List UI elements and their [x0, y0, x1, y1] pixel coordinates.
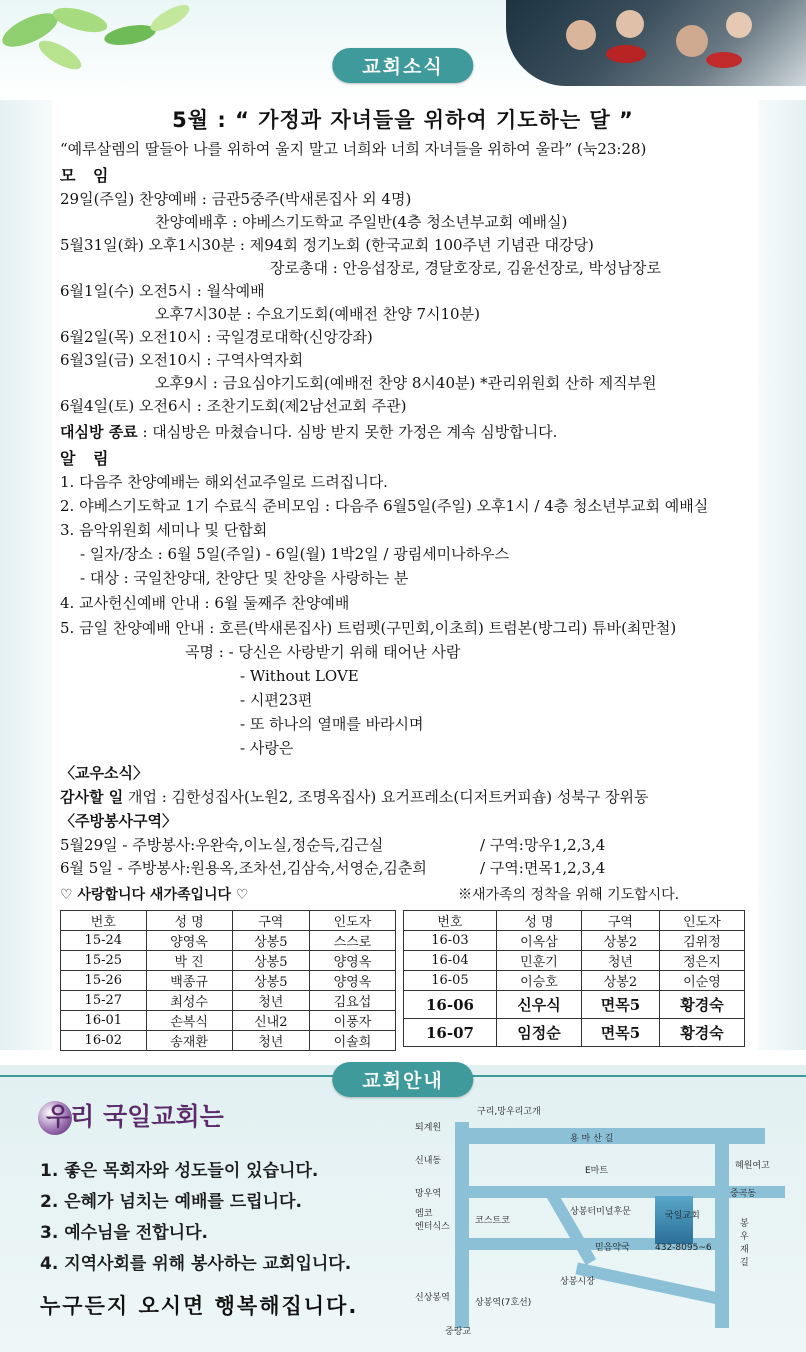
table-row [61, 951, 396, 971]
meeting-line: 6월4일(토) 오전6시 : 조찬기도회(제2남선교회 주관) [60, 397, 407, 415]
notice-line: 2. 야베스기도학교 1기 수료식 준비모임 : 다음주 6월5일(주일) 오후1시 / 4층 청소년부교회 예배실 [60, 497, 709, 515]
cell: 신내2 [232, 1011, 309, 1031]
map-road [546, 1190, 596, 1265]
kitchen-heading: 〈주방봉사구역〉 [60, 812, 177, 830]
cell: 청년 [232, 1031, 309, 1051]
cell: 스스로 [309, 931, 395, 951]
table-row [404, 991, 745, 1019]
song-line: - 사랑은 [240, 739, 294, 757]
thanks-text: 개업 : 김한성집사(노원2, 조명옥집사) 요거프레소(디저트커피숍) 성북구 장위동 [123, 788, 649, 806]
cell: 양영옥 [146, 931, 232, 951]
choir-photo [506, 0, 806, 86]
meeting-line: 6월1일(수) 오전5시 : 월삭예배 [60, 282, 265, 300]
welcome-message: 누구든지 오시면 행복해집니다. [40, 1294, 359, 1318]
footer-title: 교회안내 [332, 1062, 473, 1097]
newcomers-table-left [60, 910, 396, 1051]
col-header: 인도자 [309, 911, 395, 931]
notice-line: 5. 금일 찬양예배 안내 : 호른(박새론집사) 트럼펫(구민회,이초희) 트럼본(방그리) 튜바(최만철) [60, 619, 677, 637]
cell: 16-07 [404, 1019, 497, 1047]
visit-notice [60, 421, 557, 443]
table-row [61, 931, 396, 951]
map-label: 엠코 엔터식스 [415, 1209, 450, 1232]
col-header: 구역 [232, 911, 309, 931]
table-row [404, 951, 745, 971]
col-header: 성 명 [496, 911, 581, 931]
col-header: 번호 [404, 911, 497, 931]
cell: 백종규 [146, 971, 232, 991]
cell: 상봉2 [581, 971, 659, 991]
newcomers-heading: ♡ 사랑합니다 새가족입니다 ♡ [60, 887, 249, 903]
cell: 황경숙 [659, 991, 744, 1019]
cell: 황경숙 [659, 1019, 744, 1047]
meeting-line: 장로총대 : 안응섭장로, 경달호장로, 김윤선장로, 박성남장로 [270, 259, 661, 277]
col-header: 성 명 [146, 911, 232, 931]
kitchen-line: 6월 5일 - 주방봉사:원용옥,조차선,김삼숙,서영순,김춘희 [60, 859, 427, 877]
table-row [61, 1031, 396, 1051]
song-line: - 시편23편 [240, 691, 313, 709]
cell: 16-03 [404, 931, 497, 951]
meeting-line: 29일(주일) 찬양예배 : 금관5중주(박새론집사 외 4명) [60, 190, 412, 208]
page-title: 교회소식 [332, 48, 473, 83]
newcomers-table-right [403, 910, 745, 1047]
cell: 상봉5 [232, 951, 309, 971]
map-label: 상봉시장 [560, 1277, 595, 1287]
meetings-heading: 모 임 [60, 166, 115, 185]
cell: 16-06 [404, 991, 497, 1019]
visit-label: 대심방 종료 [60, 423, 138, 441]
cell: 상봉2 [581, 931, 659, 951]
cell: 신우식 [496, 991, 581, 1019]
cell: 이풍자 [309, 1011, 395, 1031]
map-label: 퇴계원 [415, 1123, 442, 1133]
cell: 송재환 [146, 1031, 232, 1051]
table-row [404, 971, 745, 991]
map-label: 혜원여고 [735, 1161, 770, 1171]
map-road [455, 1122, 469, 1328]
col-header: 번호 [61, 911, 147, 931]
map-label: 망우역 [415, 1189, 442, 1199]
map-label: 432-8095~6 [655, 1243, 712, 1253]
cell: 상봉5 [232, 971, 309, 991]
cell: 청년 [232, 991, 309, 1011]
map-label: 국일교회 [665, 1211, 700, 1221]
song-line: - Without LOVE [240, 667, 359, 685]
cell: 김위정 [659, 931, 744, 951]
cell: 16-01 [61, 1011, 147, 1031]
left-border [0, 100, 52, 1050]
map-label: 구리,망우리고개 [477, 1107, 541, 1117]
map-label: 상봉터미널후문 [570, 1207, 631, 1217]
cell: 15-26 [61, 971, 147, 991]
members-news-line [60, 786, 649, 808]
location-map [405, 1098, 785, 1338]
table-row [61, 1011, 396, 1031]
cell: 15-25 [61, 951, 147, 971]
intro-line: 2. 은혜가 넘치는 예배를 드립니다. [40, 1192, 302, 1212]
meeting-line: 5월31일(화) 오후1시30분 : 제94회 정기노회 (한국교회 100주년 기념관 대강당) [60, 236, 594, 254]
thanks-label: 감사할 일 [60, 788, 124, 806]
cell: 민훈기 [496, 951, 581, 971]
visit-text: : 대심방은 마쳤습니다. 심방 받지 못한 가정은 계속 심방합니다. [137, 423, 558, 441]
cell: 임정순 [496, 1019, 581, 1047]
meeting-line: 6월2일(목) 오전10시 : 국일경로대학(신앙강좌) [60, 328, 373, 346]
cell: 최성수 [146, 991, 232, 1011]
map-label: 믿음약국 [595, 1243, 630, 1253]
cell: 15-24 [61, 931, 147, 951]
notices-heading: 알 림 [60, 449, 115, 468]
table-row [61, 971, 396, 991]
cell: 양영옥 [309, 951, 395, 971]
map-label: 신상봉역 [415, 1293, 450, 1303]
intro-line: 1. 좋은 목회자와 성도들이 있습니다. [40, 1161, 319, 1181]
map-road [575, 1263, 724, 1306]
map-label: 중랑교 [445, 1327, 472, 1337]
col-header: 인도자 [659, 911, 744, 931]
cell: 면목5 [581, 1019, 659, 1047]
cell: 청년 [581, 951, 659, 971]
cell: 이승호 [496, 971, 581, 991]
cell: 양영옥 [309, 971, 395, 991]
cell: 상봉5 [232, 931, 309, 951]
notice-line: 1. 다음주 찬양예배는 해외선교주일로 드려집니다. [60, 473, 388, 491]
song-line: 곡명 : - 당신은 사랑받기 위해 태어난 사람 [185, 643, 461, 661]
table-row [61, 991, 396, 1011]
kitchen-zone: / 구역:면목1,2,3,4 [480, 859, 606, 877]
cell: 16-02 [61, 1031, 147, 1051]
notice-line: 4. 교사헌신예배 안내 : 6월 둘째주 찬양예배 [60, 594, 350, 612]
table-row [404, 931, 745, 951]
meeting-line: 오후7시30분 : 수요기도회(예배전 찬양 7시10분) [155, 305, 480, 323]
cell: 15-27 [61, 991, 147, 1011]
newcomers-note: ※새가족의 정착을 위해 기도합시다. [458, 887, 680, 903]
map-label: 상봉역(7호선) [475, 1298, 532, 1308]
kitchen-line: 5월29일 - 주방봉사:우완숙,이노실,정순득,김근실 [60, 836, 384, 854]
meeting-line: 찬양예배후 : 야베스기도학교 주일반(4층 청소년부교회 예배실) [155, 213, 568, 231]
cell: 이솔희 [309, 1031, 395, 1051]
notice-line: 3. 음악위원회 세미나 및 단합회 [60, 521, 268, 539]
bible-verse: “예루살렘의 딸들아 나를 위하여 울지 말고 너희와 너희 자녀들을 위하여 울라” (눅23:28) [60, 140, 647, 158]
cell: 16-04 [404, 951, 497, 971]
leaves-decoration [0, 0, 210, 90]
map-label: 신내동 [415, 1156, 442, 1166]
map-label: 중곡동 [730, 1189, 757, 1199]
intro-line: 3. 예수님을 전합니다. [40, 1223, 208, 1243]
cell: 이옥삼 [496, 931, 581, 951]
intro-title-text: 우리 국일교회는 [46, 1102, 224, 1131]
members-news-heading: 〈교우소식〉 [60, 764, 148, 782]
notice-line: - 일자/장소 : 6월 5일(주일) - 6일(월) 1박2일 / 광림세미나하우스 [80, 545, 510, 563]
meeting-line: 6월3일(금) 오전10시 : 구역사역자회 [60, 351, 304, 369]
cell: 면목5 [581, 991, 659, 1019]
map-label: 용 마 산 길 [570, 1134, 614, 1144]
cell: 16-05 [404, 971, 497, 991]
right-border [758, 100, 806, 1050]
map-label: 코스트코 [475, 1216, 510, 1226]
song-line: - 또 하나의 열매를 바라시며 [240, 715, 424, 733]
map-label: E마트 [585, 1166, 609, 1176]
cell: 이순영 [659, 971, 744, 991]
map-label: 봉 우 재 길 [740, 1219, 749, 1268]
cell: 손복식 [146, 1011, 232, 1031]
cell: 정은지 [659, 951, 744, 971]
cell: 김요섭 [309, 991, 395, 1011]
table-row [404, 1019, 745, 1047]
kitchen-zone: / 구역:망우1,2,3,4 [480, 836, 606, 854]
intro-title [38, 1097, 224, 1135]
meeting-line: 오후9시 : 금요심야기도회(예배전 찬양 8시40분) *관리위원회 산하 제직부원 [155, 374, 657, 392]
cell: 박 진 [146, 951, 232, 971]
col-header: 구역 [581, 911, 659, 931]
intro-line: 4. 지역사회를 위해 봉사하는 교회입니다. [40, 1254, 352, 1274]
monthly-theme: 5월 : “ 가정과 자녀들을 위하여 기도하는 달 ” [172, 108, 634, 132]
notice-line: - 대상 : 국일찬양대, 찬양단 및 찬양을 사랑하는 분 [80, 569, 409, 587]
